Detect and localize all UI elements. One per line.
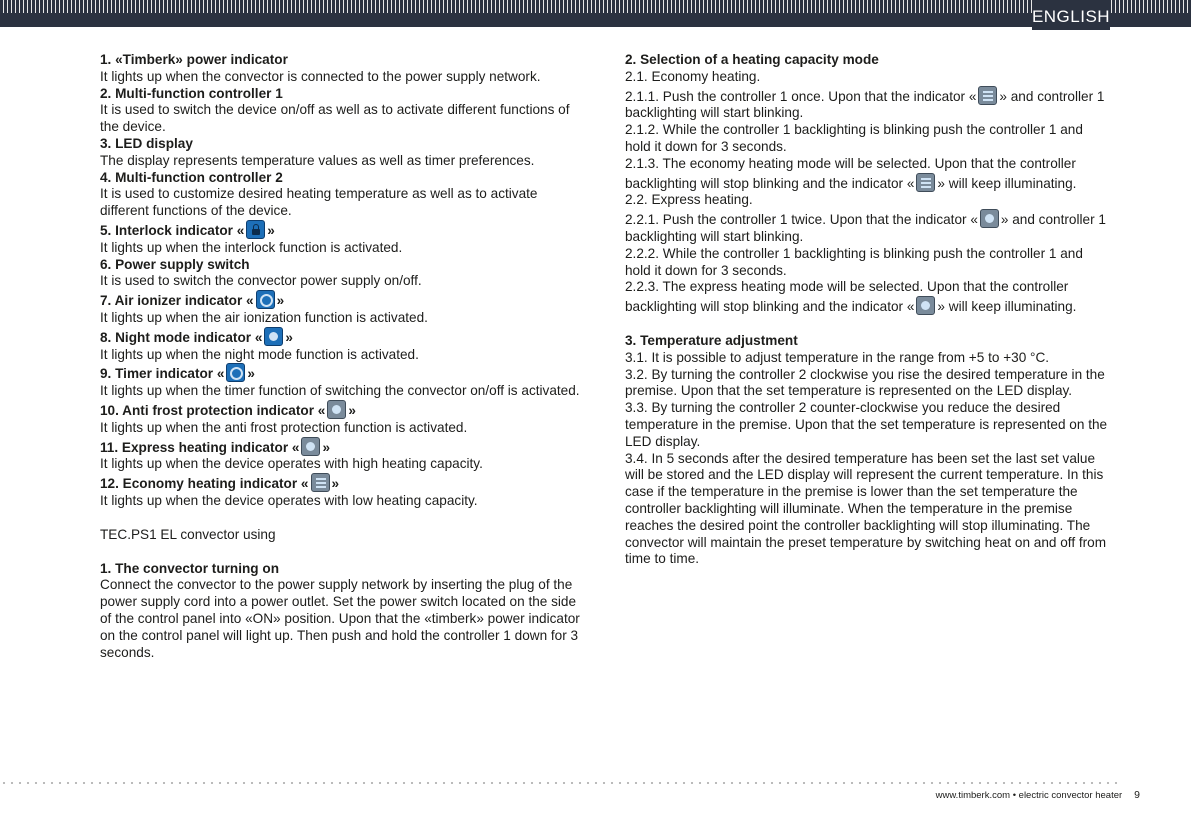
guillemet: » xyxy=(267,222,275,238)
economy-heating-title xyxy=(100,473,585,493)
item-text: 2.1.2. While the controller 1 backlighting is blinking push the controller 1 and hold it down for 3 seconds. xyxy=(625,122,1083,154)
item-title: 3. LED display xyxy=(100,135,193,151)
item-title-text: 7. Air ionizer indicator « xyxy=(100,293,254,309)
anti-frost-title xyxy=(100,400,585,420)
dotted-divider xyxy=(0,782,1120,784)
economy-heating-icon xyxy=(978,86,997,105)
item-title-text: 5. Interlock indicator « xyxy=(100,222,245,238)
item-title: 4. Multi-function controller 2 xyxy=(100,169,283,185)
text-part: 2.2.3. The express heating mode will be selected. Upon that the controller backlighting will stop blinking and the indicator « xyxy=(625,279,1069,315)
item-text: It is used to switch the device on/off as well as to activate different functions of the device. xyxy=(100,102,570,135)
item-title-text: 10. Anti frost protection indicator « xyxy=(100,402,326,418)
item-title: 2. Selection of a heating capacity mode xyxy=(625,52,879,67)
item-text: It lights up when the night mode function is activated. xyxy=(100,346,419,362)
guillemet: » xyxy=(348,402,356,418)
item-text: 3.2. By turning the controller 2 clockwise you rise the desired temperature in the premise. Upon that the set temperature is represented on the LED display. xyxy=(625,366,1105,399)
item-text: 2.2. Express heating. xyxy=(625,192,753,208)
item-title: 1. The convector turning on xyxy=(100,560,279,576)
item-text: It lights up when the anti frost protection function is activated. xyxy=(100,419,468,435)
item-title-text: 9. Timer indicator « xyxy=(100,366,225,382)
timer-title xyxy=(100,363,585,383)
guillemet: » xyxy=(247,366,255,382)
item-text: 3.1. It is possible to adjust temperature in the range from +5 to +30 °C. xyxy=(625,349,1050,365)
item-text: It is used to switch the convector power supply on/off. xyxy=(100,273,422,289)
text-part: » and controller 1 backlighting will start blinking. xyxy=(625,212,1106,244)
section-heading: TEC.PS1 EL convector using xyxy=(100,526,276,542)
item-title: 2. Multi-function controller 1 xyxy=(100,85,283,101)
guillemet: » xyxy=(322,439,331,455)
item-text: The display represents temperature values as well as timer preferences. xyxy=(100,152,535,168)
right-column xyxy=(625,52,1110,568)
item-text: It lights up when the device operates with low heating capacity. xyxy=(100,492,478,508)
express-heating-icon xyxy=(980,209,999,228)
item-text xyxy=(625,156,1110,193)
item-text: 2.1. Economy heating. xyxy=(625,68,761,84)
item-text: 2.2.2. While the controller 1 backlighting is blinking push the controller 1 and hold it down for 3 seconds. xyxy=(625,245,1083,278)
lock-icon xyxy=(246,220,265,239)
guillemet: » xyxy=(285,329,293,345)
text-part: » will keep illuminating. xyxy=(937,175,1077,191)
item-text xyxy=(625,279,1110,316)
item-text: It lights up when the interlock function is activated. xyxy=(100,239,403,255)
night-mode-title xyxy=(100,327,585,347)
item-title: 6. Power supply switch xyxy=(100,256,250,272)
economy-heating-icon xyxy=(311,473,330,492)
item-text: It lights up when the timer function of switching the convector on/off is activated. xyxy=(100,383,580,399)
ionizer-icon xyxy=(256,290,275,309)
anti-frost-icon xyxy=(327,400,346,419)
item-title-text: 11. Express heating indicator « xyxy=(100,439,300,455)
timer-icon xyxy=(226,363,245,382)
top-header-band xyxy=(0,13,1191,27)
guillemet: » xyxy=(331,476,340,492)
express-heating-title xyxy=(100,437,585,457)
left-column xyxy=(100,52,585,661)
text-part: » and controller 1 backlighting will start blinking. xyxy=(625,88,1105,121)
item-text: It is used to customize desired heating temperature as well as to activate different functions of the device. xyxy=(100,186,538,219)
item-title-text: 8. Night mode indicator « xyxy=(100,329,263,345)
item-text: Connect the convector to the power supply network by inserting the plug of the power supply cord into a power outlet. Set the power switch located on the side of the control panel into «ON» position. Upon that the «timberk» power indicator on the control panel will light up. Then push and hold the controller 1 down for 3 seconds. xyxy=(100,577,580,660)
language-label: ENGLISH xyxy=(1032,0,1110,30)
text-part: 2.1.1. Push the controller 1 once. Upon that the indicator « xyxy=(625,88,977,104)
item-title: 3. Temperature adjustment xyxy=(625,332,798,348)
text-part: 2.1.3. The economy heating mode will be selected. Upon that the controller backlighting will stop blinking and the indicator « xyxy=(625,155,1076,191)
economy-heating-icon xyxy=(916,173,935,192)
item-text: 3.4. In 5 seconds after the desired temperature has been set the last set value will be stored and the LED display will represent the current temperature. In this case if the temperature in the premise is lower than the set temperature the controller backlighting will illuminate. When the temperature in the premise reaches the desired point the controller backlighting will stop illuminating. The convector will maintain the preset temperature by switching heat on and off from time to time. xyxy=(625,450,1107,567)
item-text: It lights up when the air ionization function is activated. xyxy=(100,309,428,325)
footer-website: www.timberk.com • electric convector heater xyxy=(935,790,1123,801)
item-title-text: 12. Economy heating indicator « xyxy=(100,476,309,492)
guillemet: » xyxy=(276,293,285,309)
text-part: 2.2.1. Push the controller 1 twice. Upon that the indicator « xyxy=(625,212,978,228)
interlock-title xyxy=(100,220,585,240)
item-text: 3.3. By turning the controller 2 counter-clockwise you reduce the desired temperature in the premise. Upon that the set temperature is represented on the LED display. xyxy=(625,400,1108,449)
night-mode-icon xyxy=(264,327,283,346)
item-text xyxy=(625,209,1110,246)
item-title: 1. «Timberk» power indicator xyxy=(100,52,288,67)
page-number: 9 xyxy=(1134,789,1140,801)
express-heating-icon xyxy=(916,296,935,315)
item-text: It lights up when the device operates with high heating capacity. xyxy=(100,456,483,472)
item-text: It lights up when the convector is connected to the power supply network. xyxy=(100,68,541,84)
item-text xyxy=(625,86,1110,123)
ionizer-title xyxy=(100,290,585,310)
express-heating-icon xyxy=(301,437,320,456)
page-footer xyxy=(850,789,1140,801)
text-part: » will keep illuminating. xyxy=(937,299,1077,315)
